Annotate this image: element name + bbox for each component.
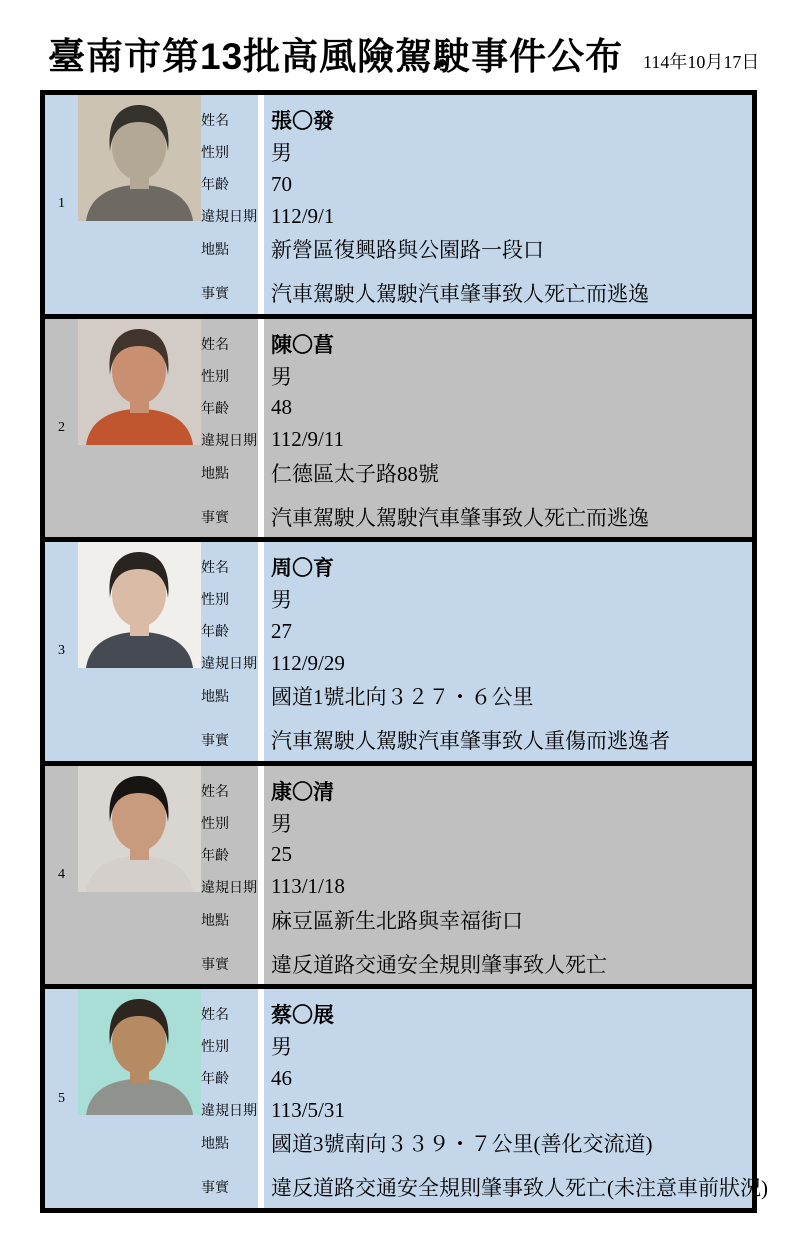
field-label-name: 姓名 [201, 784, 229, 800]
field-line-violation-date [201, 1095, 748, 1125]
field-value-gender: 男 [271, 141, 292, 165]
publish-date: 114年10月17日 [643, 52, 760, 72]
field-line-location [201, 234, 748, 264]
field-line-gender [201, 808, 748, 838]
field-line-name [201, 552, 748, 582]
field-value-age: 70 [271, 171, 292, 196]
person-silhouette-icon [78, 989, 201, 1115]
field-value-violation-date: 113/1/18 [271, 874, 345, 899]
field-label-gender: 性別 [201, 369, 229, 385]
field-line-location [201, 905, 748, 935]
field-value-violation-date: 112/9/29 [271, 650, 345, 675]
field-line-gender [201, 137, 748, 167]
field-label-fact: 事實 [201, 287, 229, 302]
field-label-gender: 性別 [201, 593, 229, 609]
field-value-violation-date: 112/9/1 [271, 203, 335, 228]
field-value-location: 仁德區太子路88號 [271, 461, 439, 486]
field-label-violation-date: 違規日期 [201, 657, 257, 673]
field-label-age: 年齡 [201, 401, 229, 417]
field-label-name: 姓名 [201, 114, 229, 129]
record-number: 4 [58, 867, 65, 883]
field-label-gender: 性別 [201, 146, 229, 161]
person-photo [78, 766, 201, 892]
field-value-fact: 違反道路交通安全規則肇事致人死亡(未注意車前狀況) [271, 1176, 768, 1201]
field-line-gender [201, 584, 748, 614]
field-label-age: 年齡 [201, 178, 229, 193]
field-label-age: 年齡 [201, 625, 229, 641]
field-value-fact: 汽車駕駛人駕駛汽車肇事致人死亡而逃逸 [271, 505, 649, 530]
field-line-gender [201, 1031, 748, 1061]
record-number: 1 [58, 196, 65, 212]
field-line-fact [201, 1172, 768, 1202]
field-value-gender: 男 [271, 588, 292, 613]
record-number: 2 [58, 419, 65, 435]
records-table [40, 90, 768, 1213]
record-row [45, 989, 768, 1208]
field-line-fact [201, 725, 748, 755]
field-value-age: 48 [271, 395, 292, 420]
field-line-age [201, 616, 748, 646]
field-label-name: 姓名 [201, 337, 229, 353]
field-label-location: 地點 [201, 243, 229, 258]
field-label-gender: 性別 [201, 816, 229, 832]
field-line-location [201, 458, 748, 488]
field-label-violation-date: 違規日期 [201, 210, 257, 225]
person-silhouette-icon [78, 766, 201, 892]
person-photo [78, 989, 201, 1115]
record-row [45, 542, 752, 766]
field-value-gender: 男 [271, 364, 292, 389]
field-label-name: 姓名 [201, 1008, 229, 1024]
person-photo [78, 542, 201, 668]
field-line-gender [201, 361, 748, 391]
page-title: 臺南市第13批高風險駕駛事件公布 [48, 36, 624, 77]
field-label-age: 年齡 [201, 848, 229, 864]
person-photo [78, 95, 201, 221]
field-label-fact: 事實 [201, 1181, 229, 1197]
field-label-age: 年齡 [201, 1072, 229, 1088]
field-label-location: 地點 [201, 1137, 229, 1153]
field-label-violation-date: 違規日期 [201, 433, 257, 449]
field-value-location: 新營區復興路與公園路一段口 [271, 238, 544, 262]
field-value-name: 蔡〇展 [271, 1003, 334, 1028]
field-value-fact: 汽車駕駛人駕駛汽車肇事致人死亡而逃逸 [271, 282, 649, 306]
field-line-age [201, 1063, 748, 1093]
person-silhouette-icon [78, 319, 201, 445]
field-value-fact: 汽車駕駛人駕駛汽車肇事致人重傷而逃逸者 [271, 729, 670, 754]
record-row [45, 319, 752, 543]
field-line-fact [201, 949, 748, 979]
field-line-age [201, 169, 748, 199]
field-line-fact [201, 278, 748, 308]
field-value-name: 陳〇菖 [271, 332, 334, 357]
field-label-fact: 事實 [201, 957, 229, 973]
field-value-location: 國道3號南向３３９・７公里(善化交流道) [271, 1132, 653, 1157]
field-line-violation-date [201, 648, 748, 678]
field-value-age: 27 [271, 618, 292, 643]
record-row [45, 766, 752, 990]
field-label-location: 地點 [201, 913, 229, 929]
field-line-name [201, 105, 748, 135]
field-label-fact: 事實 [201, 510, 229, 526]
field-line-name [201, 776, 748, 806]
field-line-name [201, 329, 748, 359]
field-value-name: 康〇清 [271, 779, 334, 804]
field-value-age: 25 [271, 842, 292, 867]
field-line-location [201, 1128, 748, 1158]
field-line-fact [201, 502, 748, 532]
person-silhouette-icon [78, 95, 201, 221]
field-value-violation-date: 113/5/31 [271, 1097, 345, 1122]
record-number: 5 [58, 1090, 65, 1106]
field-line-violation-date [201, 872, 748, 902]
field-label-fact: 事實 [201, 734, 229, 750]
field-line-violation-date [201, 201, 748, 231]
field-value-name: 周〇育 [271, 556, 334, 581]
field-line-age [201, 393, 748, 423]
person-photo [78, 319, 201, 445]
field-line-violation-date [201, 425, 748, 455]
field-label-gender: 性別 [201, 1040, 229, 1056]
field-value-location: 麻豆區新生北路與幸福街口 [271, 908, 523, 933]
field-value-violation-date: 112/9/11 [271, 427, 345, 452]
field-label-violation-date: 違規日期 [201, 880, 257, 896]
record-number: 3 [58, 643, 65, 659]
record-row [45, 95, 752, 319]
field-value-gender: 男 [271, 811, 292, 836]
field-value-gender: 男 [271, 1035, 292, 1060]
field-label-name: 姓名 [201, 561, 229, 577]
person-silhouette-icon [78, 542, 201, 668]
field-label-location: 地點 [201, 690, 229, 706]
field-value-fact: 違反道路交通安全規則肇事致人死亡 [271, 952, 607, 977]
field-value-age: 46 [271, 1065, 292, 1090]
field-line-location [201, 681, 748, 711]
field-value-location: 國道1號北向３２７・６公里 [271, 685, 534, 710]
field-label-violation-date: 違規日期 [201, 1104, 257, 1120]
field-label-location: 地點 [201, 466, 229, 482]
field-line-age [201, 840, 748, 870]
field-line-name [201, 999, 748, 1029]
field-value-name: 張〇發 [271, 109, 334, 133]
